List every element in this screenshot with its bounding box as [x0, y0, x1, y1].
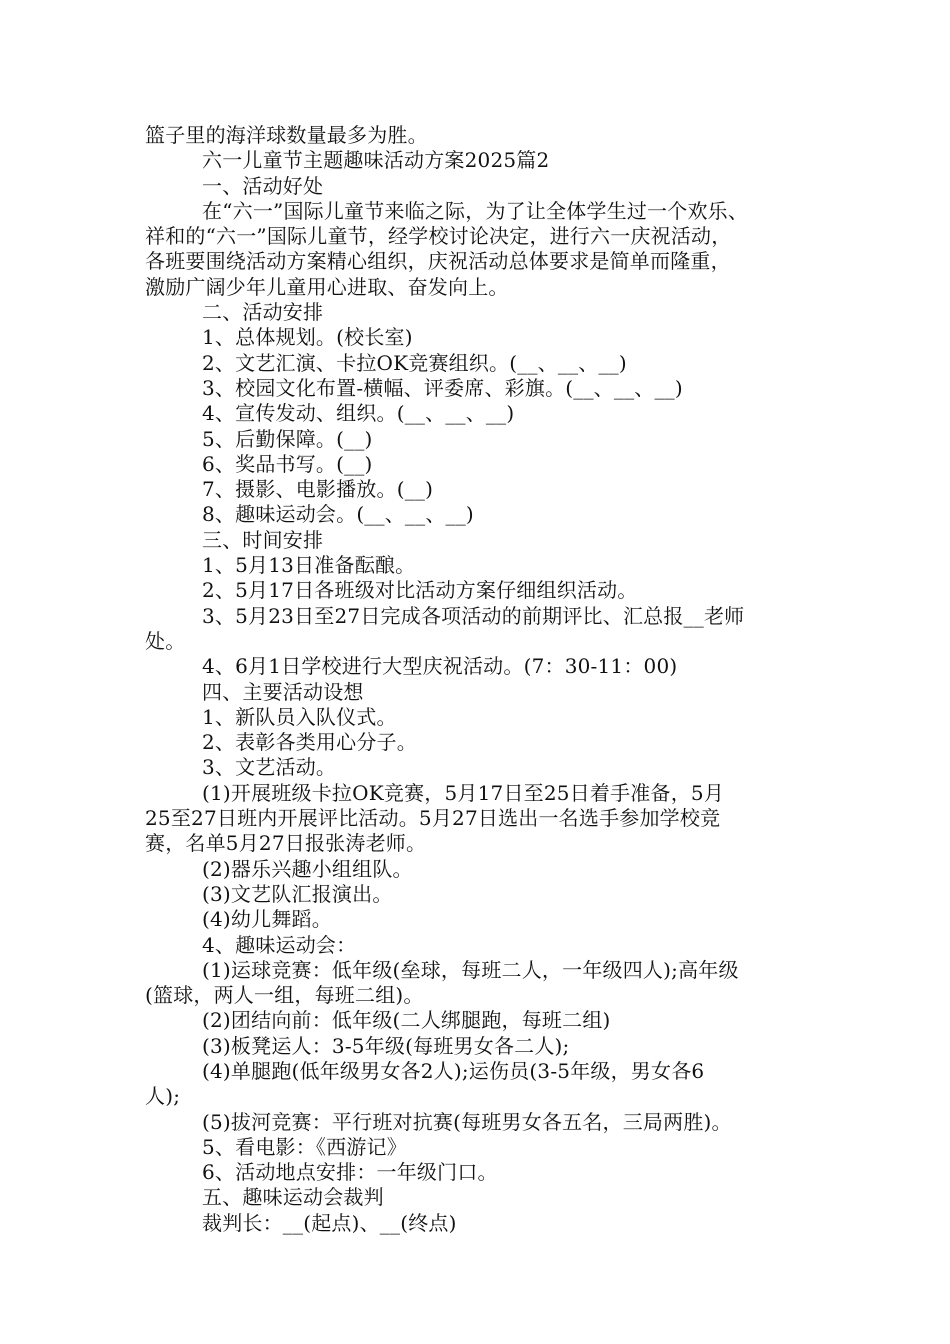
text-line: 激励广阔少年儿童用心进取、奋发向上。 — [145, 274, 509, 299]
document-body — [145, 123, 810, 1236]
text-line: 2、文艺汇演、卡拉OK竞赛组织。(__、__、__) — [202, 350, 627, 375]
text-line: 二、活动安排 — [202, 300, 324, 325]
text-line: (2)器乐兴趣小组组队。 — [202, 856, 413, 881]
text-line: 2、5月17日各班级对比活动方案仔细组织活动。 — [202, 578, 638, 603]
text-line: (3)板凳运人：3-5年级(每班男女各二人); — [202, 1033, 570, 1058]
text-line: (1)运球竞赛：低年级(垒球，每班二人，一年级四人);高年级 — [202, 957, 739, 982]
text-line: 1、总体规划。(校长室) — [202, 325, 413, 350]
text-line: 五、趣味运动会裁判 — [202, 1185, 384, 1210]
text-line: 2、表彰各类用心分子。 — [202, 730, 417, 755]
text-line: 8、趣味运动会。(__、__、__) — [202, 502, 474, 527]
text-line: 6、奖品书写。(__) — [202, 451, 373, 476]
text-line: (2)团结向前：低年级(二人绑腿跑，每班二组) — [202, 1008, 611, 1033]
text-line: (5)拔河竞赛：平行班对抗赛(每班男女各五名，三局两胜)。 — [202, 1109, 732, 1134]
text-line: 人); — [145, 1084, 181, 1109]
text-line: (3)文艺队汇报演出。 — [202, 881, 393, 906]
text-line: 赛，名单5月27日报张涛老师。 — [145, 831, 427, 856]
text-line: 一、活动好处 — [202, 173, 324, 198]
text-line: 四、主要活动设想 — [202, 679, 364, 704]
text-line: (篮球，两人一组，每班二组)。 — [145, 983, 424, 1008]
text-line: 5、后勤保障。(__) — [202, 426, 373, 451]
text-line: 1、5月13日准备酝酿。 — [202, 553, 416, 578]
text-line: 7、摄影、电影播放。(__) — [202, 477, 434, 502]
text-line: 25至27日班内开展评比活动。5月27日选出一名选手参加学校竞 — [145, 806, 721, 831]
text-line: 4、6月1日学校进行大型庆祝活动。(7：30-11：00) — [202, 654, 678, 679]
text-line: 裁判长：__(起点)、__(终点) — [202, 1210, 457, 1235]
text-line: 各班要围绕活动方案精心组织，庆祝活动总体要求是简单而隆重， — [145, 249, 731, 274]
text-line: 三、时间安排 — [202, 527, 324, 552]
text-line: 3、5月23日至27日完成各项活动的前期评比、汇总报__老师 — [202, 603, 745, 628]
text-line: 3、文艺活动。 — [202, 755, 337, 780]
text-line: 处。 — [145, 628, 186, 653]
text-line: 1、新队员入队仪式。 — [202, 704, 397, 729]
text-line: 祥和的“六一”国际儿童节，经学校讨论决定，进行六一庆祝活动， — [145, 224, 732, 249]
text-line: 3、校园文化布置-横幅、评委席、彩旗。(__、__、__) — [202, 375, 683, 400]
text-line: 4、宣传发动、组织。(__、__、__) — [202, 401, 515, 426]
text-line: (1)开展班级卡拉OK竞赛，5月17日至25日着手准备，5月 — [202, 780, 725, 805]
text-line: 在“六一”国际儿童节来临之际，为了让全体学生过一个欢乐、 — [202, 198, 749, 223]
text-line: 6、活动地点安排：一年级门口。 — [202, 1160, 498, 1185]
text-line: 六一儿童节主题趣味活动方案2025篇2 — [202, 148, 550, 173]
text-line: 篮子里的海洋球数量最多为胜。 — [145, 123, 428, 147]
text-line: 5、看电影：《西游记》 — [202, 1134, 407, 1159]
text-line: (4)单腿跑(低年级男女各2人);运伤员(3-5年级，男女各6 — [202, 1058, 705, 1083]
text-line: (4)幼儿舞蹈。 — [202, 907, 332, 932]
text-line: 4、趣味运动会： — [202, 932, 357, 957]
